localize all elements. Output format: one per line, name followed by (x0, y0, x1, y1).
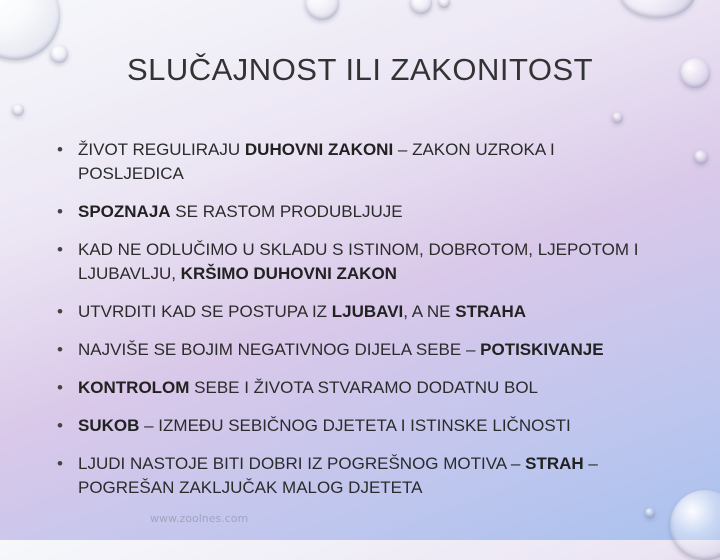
watermark-text: www.zoolnes.com (150, 512, 249, 525)
bullet-item: • KONTROLOM SEBE I ŽIVOTA STVARAMO DODATNU BOL (57, 376, 657, 400)
bullet-item: • SUKOB – IZMEĐU SEBIČNOG DJETETA I ISTINSKE LIČNOSTI (57, 414, 657, 438)
water-drop-decoration (620, 0, 695, 18)
bullet-item: • NAJVIŠE SE BOJIM NEGATIVNOG DIJELA SEBE – POTISKIVANJE (57, 338, 657, 362)
slide-title: SLUČAJNOST ILI ZAKONITOST (126, 52, 594, 87)
bullet-item: • SPOZNAJA SE RASTOM PRODUBLJUJE (57, 200, 657, 224)
water-drop-decoration (670, 490, 720, 560)
water-drop-decoration (305, 0, 339, 20)
bullet-item: • LJUDI NASTOJE BITI DOBRI IZ POGREŠNOG MOTIVA – STRAH – POGREŠAN ZAKLJUČAK MALOG DJETETA (57, 452, 657, 500)
water-drop-decoration (410, 0, 432, 14)
water-drop-decoration (438, 0, 450, 8)
bullet-item: • KAD NE ODLUČIMO U SKLADU S ISTINOM, DOBROTOM, LJEPOTOM I LJUBAVLJU, KRŠIMO DUHOVNI ZAKON (57, 238, 657, 286)
bullet-list (57, 138, 657, 514)
water-drop-decoration (612, 112, 623, 123)
water-drop-decoration (694, 150, 708, 164)
bullet-item: • ŽIVOT REGULIRAJU DUHOVNI ZAKONI – ZAKON UZROKA I POSLJEDICA (57, 138, 657, 186)
bullet-item: • UTVRDITI KAD SE POSTUPA IZ LJUBAVI, A NE STRAHA (57, 300, 657, 324)
water-drop-decoration (12, 104, 24, 116)
